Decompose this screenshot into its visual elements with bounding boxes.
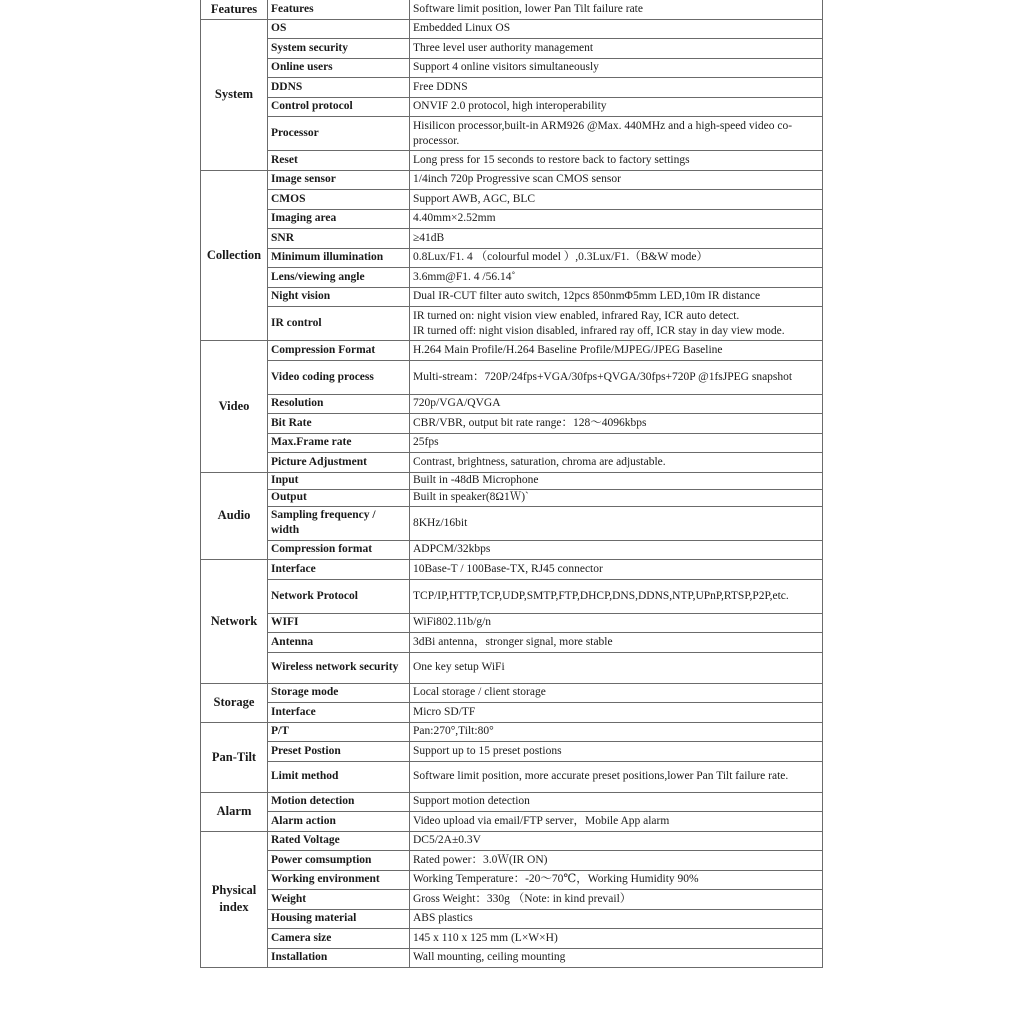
table-row bbox=[201, 78, 823, 98]
param-label: Interface bbox=[268, 703, 410, 723]
param-label: Compression format bbox=[268, 540, 410, 560]
table-row bbox=[201, 761, 823, 792]
param-label: Camera size bbox=[268, 929, 410, 949]
table-row bbox=[201, 703, 823, 723]
param-value: H.264 Main Profile/H.264 Baseline Profile/MJPEG/JPEG Baseline bbox=[410, 341, 823, 361]
param-value: Support 4 online visitors simultaneously bbox=[410, 58, 823, 78]
param-label: Alarm action bbox=[268, 812, 410, 832]
param-value: Software limit position, more accurate preset positions,lower Pan Tilt failure rate. bbox=[410, 761, 823, 792]
param-label: Interface bbox=[268, 560, 410, 580]
table-row bbox=[201, 307, 823, 341]
param-label: WIFI bbox=[268, 613, 410, 633]
param-value: Three level user authority management bbox=[410, 39, 823, 59]
param-value: Free DDNS bbox=[410, 78, 823, 98]
table-row bbox=[201, 268, 823, 288]
param-value: Embedded Linux OS bbox=[410, 19, 823, 39]
param-label: Lens/viewing angle bbox=[268, 268, 410, 288]
table-row bbox=[201, 652, 823, 683]
param-label: Weight bbox=[268, 890, 410, 910]
param-value: ABS plastics bbox=[410, 909, 823, 929]
table-row bbox=[201, 248, 823, 268]
table-row bbox=[201, 742, 823, 762]
param-label: CMOS bbox=[268, 190, 410, 210]
spec-table bbox=[200, 0, 823, 968]
param-value bbox=[410, 307, 823, 341]
param-value: Pan:270°,Tilt:80° bbox=[410, 722, 823, 742]
table-row bbox=[201, 229, 823, 249]
param-value: 0.8Lux/F1. 4 （colourful model ）,0.3Lux/F1.（B&W mode） bbox=[410, 248, 823, 268]
table-row bbox=[201, 722, 823, 742]
param-value: Support up to 15 preset postions bbox=[410, 742, 823, 762]
group-label: Features bbox=[201, 0, 268, 19]
param-value: Local storage / client storage bbox=[410, 683, 823, 703]
param-label: P/T bbox=[268, 722, 410, 742]
table-row bbox=[201, 341, 823, 361]
group-label: Alarm bbox=[201, 792, 268, 831]
table-row bbox=[201, 58, 823, 78]
param-label: Image sensor bbox=[268, 170, 410, 190]
param-value: Rated power：3.0Ｗ(IR ON) bbox=[410, 851, 823, 871]
param-value: One key setup WiFi bbox=[410, 652, 823, 683]
param-label: IR control bbox=[268, 307, 410, 341]
param-label: Picture Adjustment bbox=[268, 453, 410, 473]
group-label: Collection bbox=[201, 170, 268, 341]
param-label: Motion detection bbox=[268, 792, 410, 812]
group-label: Video bbox=[201, 341, 268, 473]
param-value: 8KHz/16bit bbox=[410, 506, 823, 540]
value-line: IR turned on: night vision view enabled, infrared Ray, ICR auto detect. bbox=[413, 309, 740, 322]
table-row bbox=[201, 851, 823, 871]
param-label: Network Protocol bbox=[268, 579, 410, 613]
param-label: Preset Postion bbox=[268, 742, 410, 762]
table-row bbox=[201, 540, 823, 560]
param-label: Processor bbox=[268, 117, 410, 151]
param-label: Bit Rate bbox=[268, 414, 410, 434]
table-row bbox=[201, 433, 823, 453]
param-label: Output bbox=[268, 489, 410, 506]
table-row bbox=[201, 683, 823, 703]
table-row bbox=[201, 414, 823, 434]
table-row bbox=[201, 0, 823, 19]
param-label: System security bbox=[268, 39, 410, 59]
param-value: ≥41dB bbox=[410, 229, 823, 249]
param-label: Online users bbox=[268, 58, 410, 78]
param-value: TCP/IP,HTTP,TCP,UDP,SMTP,FTP,DHCP,DNS,DDNS,NTP,UPnP,RTSP,P2P,etc. bbox=[410, 579, 823, 613]
param-value: ONVIF 2.0 protocol, high interoperability bbox=[410, 97, 823, 117]
param-label: Imaging area bbox=[268, 209, 410, 229]
param-value: WiFi802.11b/g/n bbox=[410, 613, 823, 633]
param-value: Video upload via email/FTP server，Mobile App alarm bbox=[410, 812, 823, 832]
param-value: Gross Weight：330g （Note: in kind prevail） bbox=[410, 890, 823, 910]
table-row bbox=[201, 909, 823, 929]
param-label: Max.Frame rate bbox=[268, 433, 410, 453]
param-value: Support AWB, AGC, BLC bbox=[410, 190, 823, 210]
param-value: 25fps bbox=[410, 433, 823, 453]
param-label: Working environment bbox=[268, 870, 410, 890]
param-value: CBR/VBR, output bit rate range：128～4096kbps bbox=[410, 414, 823, 434]
param-label: DDNS bbox=[268, 78, 410, 98]
param-label: Video coding process bbox=[268, 360, 410, 394]
table-row bbox=[201, 170, 823, 190]
group-label: Physical index bbox=[201, 831, 268, 968]
param-label: Input bbox=[268, 472, 410, 489]
group-label: Network bbox=[201, 560, 268, 684]
param-value: 145 x 110 x 125 mm (L×W×H) bbox=[410, 929, 823, 949]
table-row bbox=[201, 831, 823, 851]
group-label: System bbox=[201, 19, 268, 170]
table-row bbox=[201, 209, 823, 229]
table-row bbox=[201, 506, 823, 540]
param-label: Installation bbox=[268, 948, 410, 968]
table-row bbox=[201, 812, 823, 832]
param-label: Rated Voltage bbox=[268, 831, 410, 851]
param-label: Minimum illumination bbox=[268, 248, 410, 268]
table-row bbox=[201, 870, 823, 890]
table-row bbox=[201, 19, 823, 39]
param-label: Reset bbox=[268, 151, 410, 171]
param-value: Hisilicon processor,built-in ARM926 @Max. 440MHz and a high-speed video co-processor. bbox=[410, 117, 823, 151]
param-value: DC5/2A±0.3V bbox=[410, 831, 823, 851]
table-row bbox=[201, 948, 823, 968]
table-row bbox=[201, 394, 823, 414]
param-value: 720p/VGA/QVGA bbox=[410, 394, 823, 414]
table-row bbox=[201, 560, 823, 580]
param-label: Limit method bbox=[268, 761, 410, 792]
param-value: Wall mounting, ceiling mounting bbox=[410, 948, 823, 968]
param-label: OS bbox=[268, 19, 410, 39]
param-label: Night vision bbox=[268, 287, 410, 307]
param-value: 3.6mm@F1. 4 /56.14˚ bbox=[410, 268, 823, 288]
param-label: Wireless network security bbox=[268, 652, 410, 683]
param-value: Built in speaker(8Ω1Ｗ)` bbox=[410, 489, 823, 506]
param-value: Support motion detection bbox=[410, 792, 823, 812]
table-row bbox=[201, 890, 823, 910]
param-value: Software limit position, lower Pan Tilt failure rate bbox=[410, 0, 823, 19]
param-label: Resolution bbox=[268, 394, 410, 414]
param-label: Features bbox=[268, 0, 410, 19]
table-row bbox=[201, 360, 823, 394]
param-label: Control protocol bbox=[268, 97, 410, 117]
group-label: Pan-Tilt bbox=[201, 722, 268, 792]
table-row bbox=[201, 489, 823, 506]
param-value: Micro SD/TF bbox=[410, 703, 823, 723]
param-value: Working Temperature：-20～70℃，Working Humidity 90% bbox=[410, 870, 823, 890]
table-row bbox=[201, 97, 823, 117]
table-row bbox=[201, 151, 823, 171]
param-value: 1/4inch 720p Progressive scan CMOS sensor bbox=[410, 170, 823, 190]
param-value: Dual IR-CUT filter auto switch, 12pcs 850nmΦ5mm LED,10m IR distance bbox=[410, 287, 823, 307]
table-row bbox=[201, 633, 823, 653]
param-label: Storage mode bbox=[268, 683, 410, 703]
table-row bbox=[201, 929, 823, 949]
param-label: Power comsumption bbox=[268, 851, 410, 871]
param-value: Long press for 15 seconds to restore back to factory settings bbox=[410, 151, 823, 171]
table-row bbox=[201, 117, 823, 151]
param-value: Contrast, brightness, saturation, chroma are adjustable. bbox=[410, 453, 823, 473]
param-value: Multi-stream：720P/24fps+VGA/30fps+QVGA/30fps+720P @1fsJPEG snapshot bbox=[410, 360, 823, 394]
param-value: ADPCM/32kbps bbox=[410, 540, 823, 560]
table-row bbox=[201, 613, 823, 633]
param-value: 10Base-T / 100Base-TX, RJ45 connector bbox=[410, 560, 823, 580]
table-row bbox=[201, 472, 823, 489]
table-row bbox=[201, 453, 823, 473]
table-row bbox=[201, 287, 823, 307]
table-row bbox=[201, 792, 823, 812]
param-value: Built in -48dB Microphone bbox=[410, 472, 823, 489]
param-value: 4.40mm×2.52mm bbox=[410, 209, 823, 229]
param-label: Sampling frequency / width bbox=[268, 506, 410, 540]
param-label: Housing material bbox=[268, 909, 410, 929]
table-row bbox=[201, 579, 823, 613]
group-label: Storage bbox=[201, 683, 268, 722]
table-row bbox=[201, 39, 823, 59]
param-value: 3dBi antenna，stronger signal, more stable bbox=[410, 633, 823, 653]
table-row bbox=[201, 190, 823, 210]
param-label: SNR bbox=[268, 229, 410, 249]
param-label: Compression Format bbox=[268, 341, 410, 361]
value-line: IR turned off: night vision disabled, infrared ray off, ICR stay in day view mode. bbox=[413, 324, 785, 337]
param-label: Antenna bbox=[268, 633, 410, 653]
group-label: Audio bbox=[201, 472, 268, 560]
